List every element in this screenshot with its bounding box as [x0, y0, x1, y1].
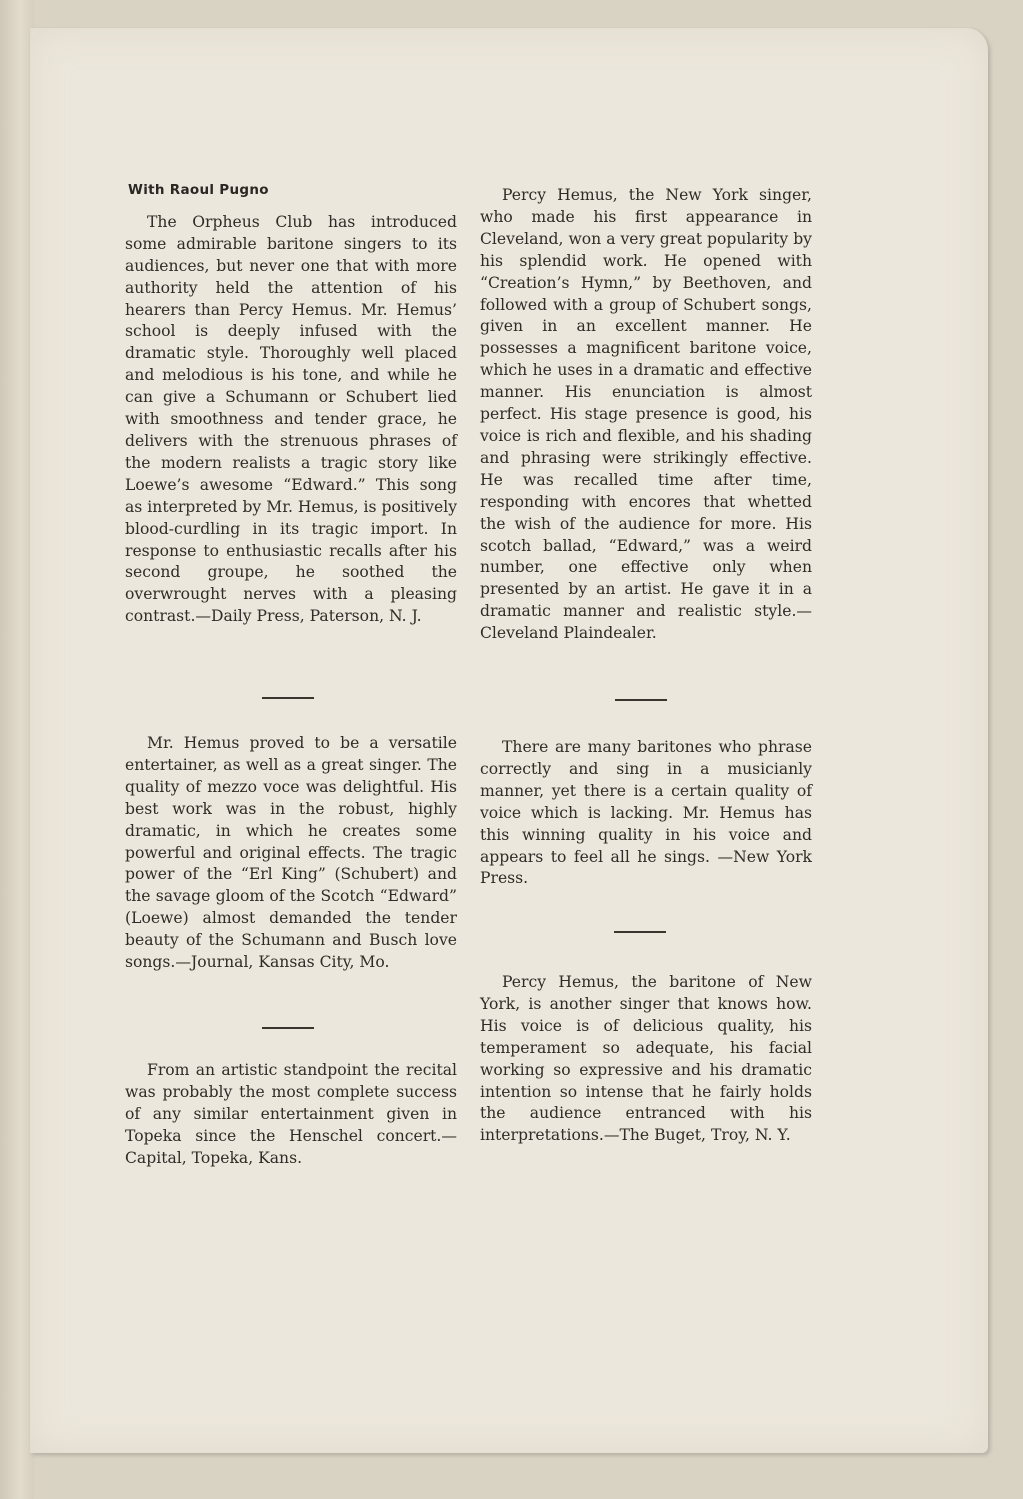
left-column-block-1	[125, 180, 457, 628]
binding-edge	[0, 0, 34, 1499]
section-heading: With Raoul Pugno	[128, 182, 269, 198]
left-column-block-3	[125, 1060, 457, 1170]
divider-rule-right-1	[615, 699, 667, 701]
review-new-york-press: There are many baritones who phrase correctly and sing in a musicianly manner, yet there is a certain quality of voice which is lacking. Mr. Hemus has this winning quality in his voice and appears to feel all he sings. —New York Press.	[480, 738, 812, 888]
review-kansas-city: Mr. Hemus proved to be a versatile entertainer, as well as a great singer. The quality of mezzo voce was delightful. His best work was in the robust, highly dramatic, in which he creates some powerful and original effects. The tragic power of the “Erl King” (Schubert) and the savage gloom of the Scotch “Edward” (Loewe) almost demanded the tender beauty of the Schumann and Busch love songs.—Journal, Kansas City, Mo.	[125, 734, 457, 972]
divider-rule-left-2	[262, 1027, 314, 1029]
review-cleveland: Percy Hemus, the New York singer, who made his first appearance in Cleveland, won a very great popularity by his splendid work. He opened with “Creation’s Hymn,” by Beethoven, and followed with a group of Schubert songs, given in an excellent manner. He possesses a magnificent baritone voice, which he uses in a dramatic and effective manner. His enunciation is almost perfect. His stage presence is good, his voice is rich and flexible, and his shading and phrasing were strikingly effective. He was recalled time after time, responding with encores that whetted the wish of the audience for more. His scotch ballad, “Edward,” was a weird number, one effective only when presented by an artist. He gave it in a dramatic manner and realistic style.—Cleveland Plaindealer.	[480, 186, 812, 643]
review-topeka: From an artistic standpoint the recital was probably the most complete success of any similar entertainment given in Topeka since the Henschel concert.—Capital, Topeka, Kans.	[125, 1061, 457, 1167]
divider-rule-right-2	[614, 931, 666, 933]
right-column-block-2	[480, 737, 812, 890]
left-column-block-2	[125, 733, 457, 974]
right-column-block-3	[480, 972, 812, 1147]
right-column-block-1	[480, 185, 812, 645]
review-paterson: The Orpheus Club has introduced some admirable baritone singers to its audiences, but never one that with more authority held the attention of his hearers than Percy Hemus. Mr. Hemus’ school is deeply infused with the dramatic style. Thoroughly well placed and melodious is his tone, and while he can give a Schumann or Schubert lied with smoothness and tender grace, he delivers with the strenuous phrases of the modern realists a tragic story like Loewe’s awesome “Edward.” This song as interpreted by Mr. Hemus, is positively blood-curdling in its tragic import. In response to enthusiastic recalls after his second groupe, he soothed the overwrought nerves with a pleasing contrast.—Daily Press, Paterson, N. J.	[125, 212, 457, 626]
divider-rule-left-1	[262, 697, 314, 699]
review-troy: Percy Hemus, the baritone of New York, is another singer that knows how. His voice is of delicious quality, his temperament so adequate, his facial working so expressive and his dramatic intention so intense that he fairly holds the audience entranced with his interpretations.—The Buget, Troy, N. Y.	[480, 973, 812, 1145]
